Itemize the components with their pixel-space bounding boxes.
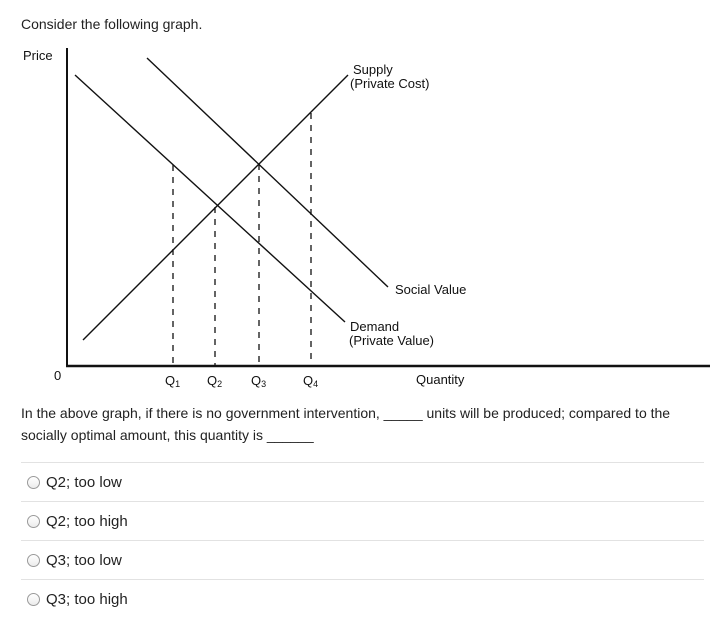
x-axis-label: Quantity [416,372,465,387]
option-label: Q3; too low [46,551,122,569]
social-value-curve [147,58,388,287]
supply-sublabel: (Private Cost) [350,76,430,91]
radio-button[interactable] [27,515,40,528]
option-q3-too-high[interactable] [21,579,704,618]
option-label: Q2; too low [46,473,122,491]
question-text [21,402,711,446]
radio-button[interactable] [27,554,40,567]
blank-2: ______ [266,427,314,443]
social-value-label: Social Value [395,282,467,297]
demand-curve [75,75,345,322]
tick-q4: Q4 [303,373,319,389]
option-q2-too-low[interactable] [21,462,704,501]
question-prompt: Consider the following graph. [21,16,203,32]
origin-label: 0 [54,368,62,383]
supply-curve [83,75,348,340]
blank-1: _____ [383,405,423,421]
tick-q1: Q1 [165,373,181,389]
tick-q2: Q2 [207,373,223,389]
graph-svg [0,40,724,400]
tick-q3: Q3 [251,373,267,389]
option-q3-too-low[interactable] [21,540,704,579]
supply-label: Supply [353,62,393,77]
radio-button[interactable] [27,593,40,606]
question-part2: units will be produced; compared to the socially optimal amount, this quantity is [21,405,671,443]
option-label: Q3; too high [46,590,128,608]
demand-sublabel: (Private Value) [349,333,435,348]
option-label: Q2; too high [46,512,128,530]
answer-options [21,462,704,618]
radio-button[interactable] [27,476,40,489]
economics-graph [0,40,724,400]
question-part1: In the above graph, if there is no government intervention, [21,405,380,421]
y-axis-label: Price [23,48,53,63]
option-q2-too-high[interactable] [21,501,704,540]
demand-label: Demand [350,319,400,334]
